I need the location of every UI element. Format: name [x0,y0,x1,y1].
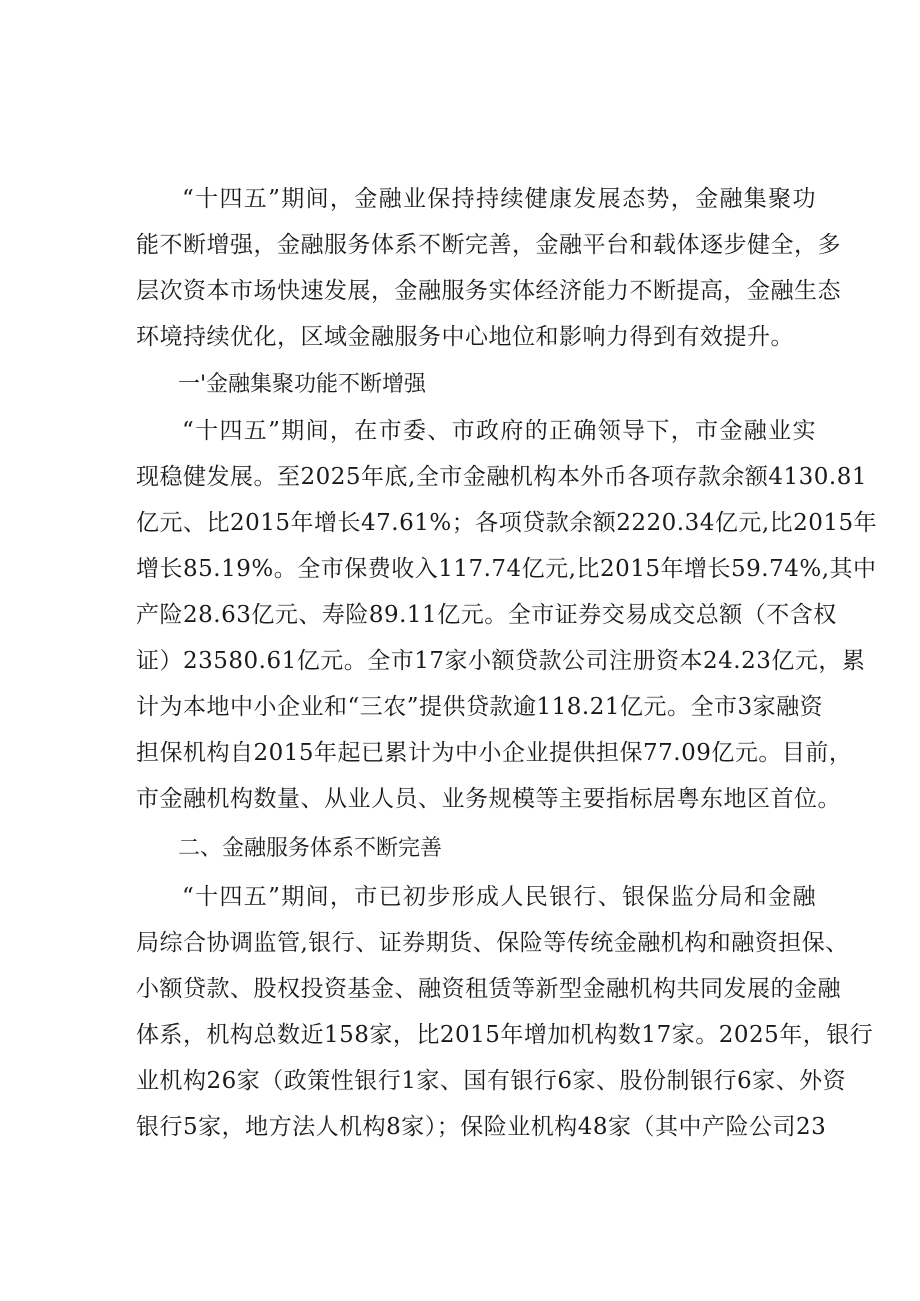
paragraph-line: 证）23580.61亿元。全市17家小额贷款公司注册资本24.23亿元，累 [136,648,866,674]
paragraph-line: 体系，机构总数近158家，比2015年增加机构数17家。2025年，银行 [136,1022,874,1048]
paragraph-line: 层次资本市场快速发展，金融服务实体经济能力不断提高，金融生态 [136,278,841,304]
paragraph-line: “十四五”期间，市已初步形成人民银行、银保监分局和金融 [182,884,816,910]
paragraph-line: 局综合协调监管,银行、证券期货、保险等传统金融机构和融资担保、 [136,930,849,956]
paragraph-line: “十四五”期间，金融业保持持续健康发展态势，金融集聚功 [182,186,816,212]
paragraph-line: 增长85.19%。全市保费收入117.74亿元,比2015年增长59.74%,其中 [136,556,877,582]
paragraph-line: 银行5家，地方法人机构8家）；保险业机构48家（其中产险公司23 [136,1114,827,1140]
paragraph-line: 市金融机构数量、从业人员、业务规模等主要指标居粤东地区首位。 [136,786,841,812]
paragraph-line: 亿元、比2015年增长47.61%；各项贷款余额2220.34亿元,比2015年 [136,510,878,536]
paragraph-line: 能不断增强，金融服务体系不断完善，金融平台和载体逐步健全，多 [136,232,841,258]
paragraph-line: “十四五”期间，在市委、市政府的正确领导下，市金融业实 [182,418,816,444]
paragraph-line: 担保机构自2015年起已累计为中小企业提供担保77.09亿元。目前， [136,740,853,766]
paragraph-line: 小额贷款、股权投资基金、融资租赁等新型金融机构共同发展的金融 [136,976,841,1002]
paragraph-line: 现稳健发展。至2025年底,全市金融机构本外币各项存款余额4130.81 [136,464,867,490]
paragraph-line: 计为本地中小企业和“三农”提供贷款逾118.21亿元。全市3家融资 [136,694,824,720]
paragraph-line: 业机构26家（政策性银行1家、国有银行6家、股份制银行6家、外资 [136,1068,847,1094]
section-heading-1: 一'金融集聚功能不断增强 [178,372,427,397]
paragraph-line: 产险28.63亿元、寿险89.11亿元。全市证券交易成交总额（不含权 [136,602,837,628]
section-heading-2: 二、金融服务体系不断完善 [178,836,443,861]
paragraph-line: 环境持续优化，区域金融服务中心地位和影响力得到有效提升。 [136,324,794,350]
